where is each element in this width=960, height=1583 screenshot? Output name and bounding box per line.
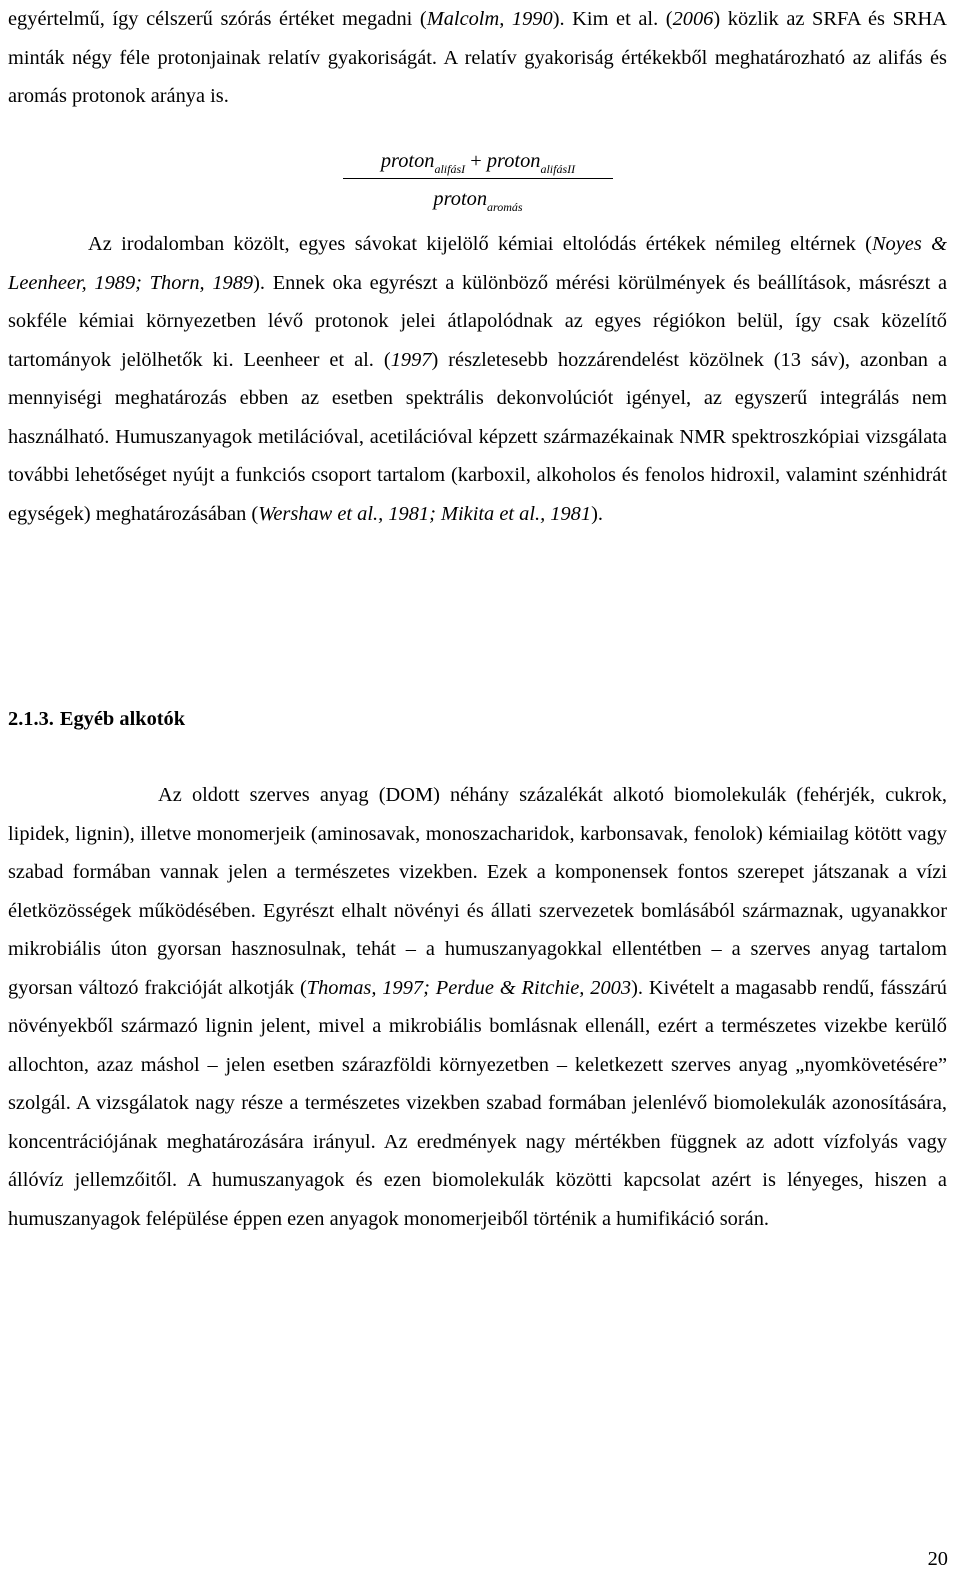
formula-term: proton xyxy=(486,150,541,172)
paragraph-3 xyxy=(8,776,947,1238)
text-run: ). Ennek oka egyrészt a különböző mérési körülmények és beállítások, másrészt a sokféle kémiai környezetben lévő protonok jelei átlapolódnak az egyes régiókon belül, így csak közelítő tartományok jelölhetők ki. Leenheer et al. ( xyxy=(8,271,947,371)
citation: Malcolm, 1990 xyxy=(426,8,553,30)
text-run: ) közlik az SRFA és SRHA minták négy féle protonjainak relatív gyakoriságát. A relatív gyakoriság értékekből meghatározható az alifás és aromás protonok aránya is. xyxy=(8,8,947,107)
text-run: ). Kivételt a magasabb rendű, fásszárú növényekből származó lignin jelent, mivel a mikrobiális bomlásnak ellenáll, ezért a természetes vizekbe kerülő allochton, azaz máshol – jelen esetben szárazföldi környezetben – keletkezett szerves anyag „nyomkövetésére” szolgál. A vizsgálatok nagy része a természetes vizekben szabad formában jelenlévő biomolekulák azonosítására, koncentrációjának meghatározására irányul. Az eredmények nagy mértékben függnek az adott vízfolyás vagy állóvíz jellemzőitől. A humuszanyagok és ezen biomolekulák közötti kapcsolat azért is lényeges, hiszen a humuszanyagok felépülése éppen ezen anyagok monomerjeiből történik a humifikáció során. xyxy=(8,976,947,1230)
formula-term: proton xyxy=(433,188,488,210)
section-heading xyxy=(8,700,191,739)
proton-ratio-formula xyxy=(343,148,613,218)
section-number: 2.1.3. xyxy=(8,708,54,730)
citation: Noyes & Leenheer, 1989; Thorn, 1989 xyxy=(8,233,947,294)
citation: 2006 xyxy=(672,8,714,30)
formula-plus: + xyxy=(465,150,487,172)
text-run: ). xyxy=(591,502,603,525)
text-run: ). Kim et al. ( xyxy=(552,8,673,30)
fraction-bar xyxy=(343,178,613,179)
formula-subscript: alifásI xyxy=(434,162,466,176)
paragraph-1 xyxy=(8,0,947,116)
citation: Wershaw et al., 1981; Mikita et al., 1981 xyxy=(258,502,592,525)
page-number: 20 xyxy=(927,1548,948,1570)
section-title: Egyéb alkotók xyxy=(59,708,186,730)
formula-subscript: aromás xyxy=(487,200,523,214)
citation: Thomas, 1997; Perdue & Ritchie, 2003 xyxy=(306,976,632,999)
formula-numerator xyxy=(343,148,613,182)
formula-denominator xyxy=(343,186,613,220)
paragraph-2 xyxy=(8,225,947,533)
formula-term: proton xyxy=(380,150,435,172)
text-run: Az oldott szerves anyag (DOM) néhány százalékát alkotó biomolekulák (fehérjék, cukrok, lipidek, lignin), illetve monomerjeik (aminosavak, monoszacharidok, karbonsavak, fenolok) kémiailag kötött vagy szabad formában vannak jelen a természetes vizekben. Ezek a komponensek fontos szerepet játszanak a vízi életközösségek működésében. Egyrészt elhalt növényi és állati szervezetek bomlásából származnak, ugyanakkor mikrobiális úton gyorsan hasznosulnak, tehát – a humuszanyagokkal ellentétben – a szerves anyag tartalom gyorsan változó frakcióját alkotják ( xyxy=(8,784,947,999)
text-run: ) részletesebb hozzárendelést közölnek (13 sáv), azonban a mennyiségi meghatározás ebben az esetben spektrális dekonvolúciót igényel, az egyszerű integrálás nem használható. Humuszanyagok metilációval, acetilációval képzett származékainak NMR spektroszkópiai vizsgálata további lehetőséget nyújt a funkciós csoport tartalom (karboxil, alkoholos és fenolos hidroxil, valamint szénhidrát egységek) meghatározásában ( xyxy=(8,348,947,525)
text-run: egyértelmű, így célszerű szórás értéket megadni ( xyxy=(8,8,427,30)
text-run: Az irodalomban közölt, egyes sávokat kijelölő kémiai eltolódás értékek némileg eltérnek ( xyxy=(88,233,872,255)
formula-subscript: alifásII xyxy=(540,162,576,176)
citation: 1997 xyxy=(390,348,432,371)
